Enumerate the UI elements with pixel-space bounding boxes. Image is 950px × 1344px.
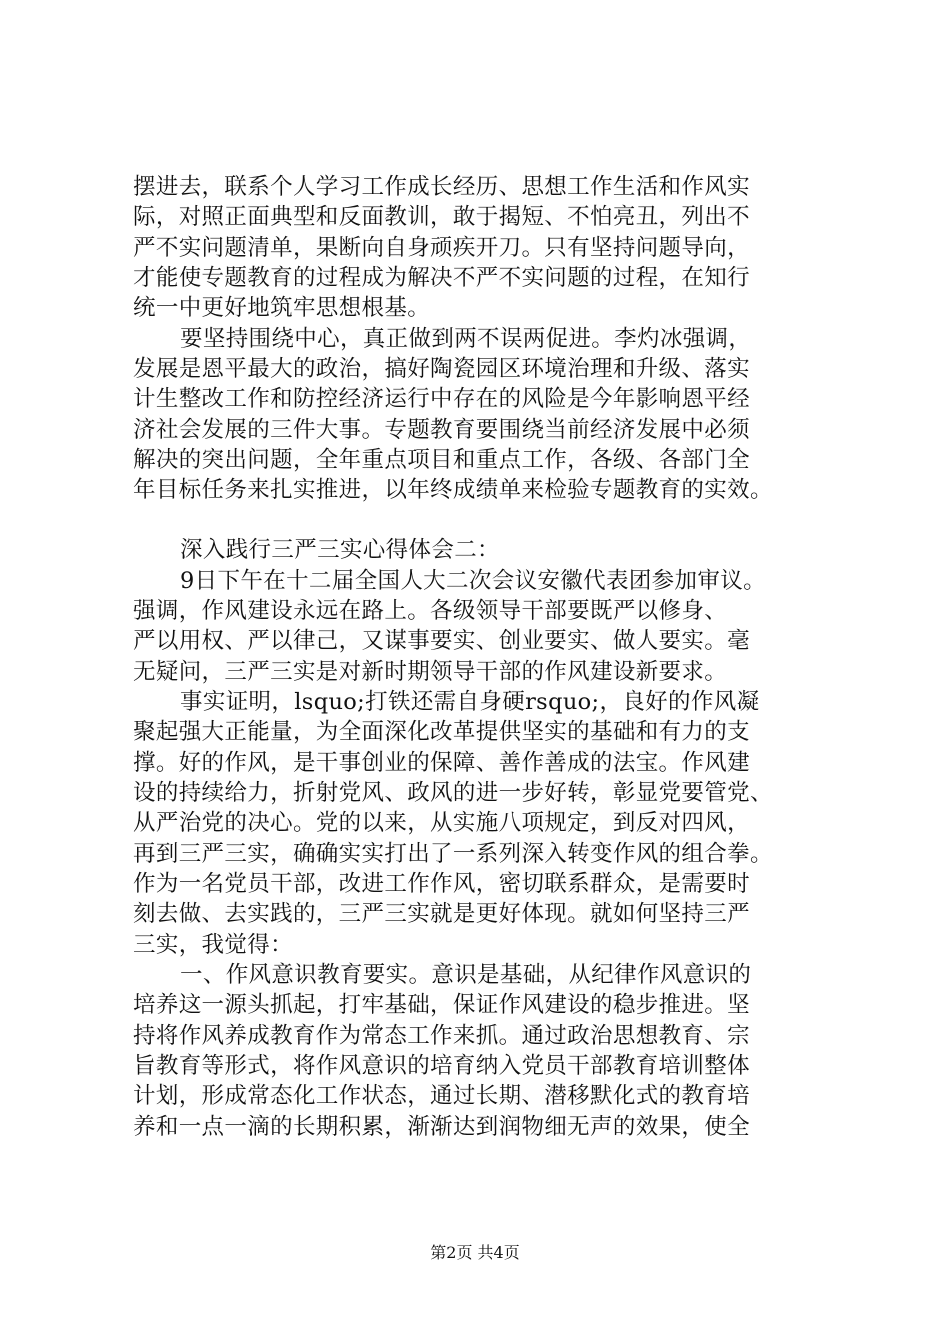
text-line: 济社会发展的三件大事。专题教育要围绕当前经济发展中必须: [133, 417, 750, 443]
text-line: 际，对照正面典型和反面教训，敢于揭短、不怕亮丑，列出不: [133, 204, 750, 230]
text-line: 撑。好的作风，是干事创业的保障、善作善成的法宝。作风建: [133, 750, 750, 776]
text-line: 设的持续给力，折射党风、政风的进一步好转，彰显党要管党、: [133, 780, 773, 806]
text-line: 养和一点一滴的长期积累，渐渐达到润物细无声的效果，使全: [133, 1114, 750, 1140]
text-line: 无疑问，三严三实是对新时期领导干部的作风建设新要求。: [133, 659, 728, 685]
text-line: 严以用权、严以律己，又谋事要实、创业要实、做人要实。毫: [133, 628, 750, 654]
text-line: 计划，形成常态化工作状态，通过长期、潜移默化式的教育培: [133, 1083, 750, 1109]
text-line: 培养这一源头抓起，打牢基础，保证作风建设的稳步推进。坚: [133, 992, 750, 1018]
text-line: 严不实问题清单，果断向自身顽疾开刀。只有坚持问题导向，: [133, 235, 750, 261]
page-number-footer: 第2页 共4页: [430, 1243, 520, 1262]
text-line: 从严治党的决心。党的以来，从实施八项规定，到反对四风，: [133, 810, 750, 836]
text-line: 年目标任务来扎实推进，以年终成绩单来检验专题教育的实效。: [133, 477, 773, 503]
text-line: 作为一名党员干部，改进工作作风，密切联系群众，是需要时: [133, 871, 750, 897]
text-line: 一、作风意识教育要实。意识是基础，从纪律作风意识的: [180, 962, 752, 988]
text-line: 三实，我觉得：: [133, 932, 293, 958]
text-line: 事实证明，lsquo;打铁还需自身硬rsquo;，良好的作风凝: [180, 689, 760, 715]
text-line: 发展是恩平最大的政治，搞好陶瓷园区环境治理和升级、落实: [133, 356, 750, 382]
text-line: 旨教育等形式，将作风意识的培育纳入党员干部教育培训整体: [133, 1053, 750, 1079]
text-line: 强调，作风建设永远在路上。各级领导干部要既严以修身、: [133, 598, 728, 624]
text-line: 持将作风养成教育作为常态工作来抓。通过政治思想教育、宗: [133, 1023, 750, 1049]
text-line: 才能使专题教育的过程成为解决不严不实问题的过程，在知行: [133, 265, 750, 291]
section-heading: 深入践行三严三实心得体会二：: [180, 537, 500, 563]
text-line: 聚起强大正能量，为全面深化改革提供坚实的基础和有力的支: [133, 719, 750, 745]
text-line: 9日下午在十二届全国人大二次会议安徽代表团参加审议。: [180, 568, 766, 594]
text-line: 再到三严三实，确确实实打出了一系列深入转变作风的组合拳。: [133, 841, 773, 867]
text-line: 摆进去，联系个人学习工作成长经历、思想工作生活和作风实: [133, 174, 750, 200]
text-line: 解决的突出问题，全年重点项目和重点工作，各级、各部门全: [133, 447, 750, 473]
text-line: 统一中更好地筑牢思想根基。: [133, 295, 431, 321]
text-line: 要坚持围绕中心，真正做到两不误两促进。李灼冰强调，: [180, 326, 752, 352]
text-line: 计生整改工作和防控经济运行中存在的风险是今年影响恩平经: [133, 386, 750, 412]
text-line: 刻去做、去实践的，三严三实就是更好体现。就如何坚持三严: [133, 901, 750, 927]
